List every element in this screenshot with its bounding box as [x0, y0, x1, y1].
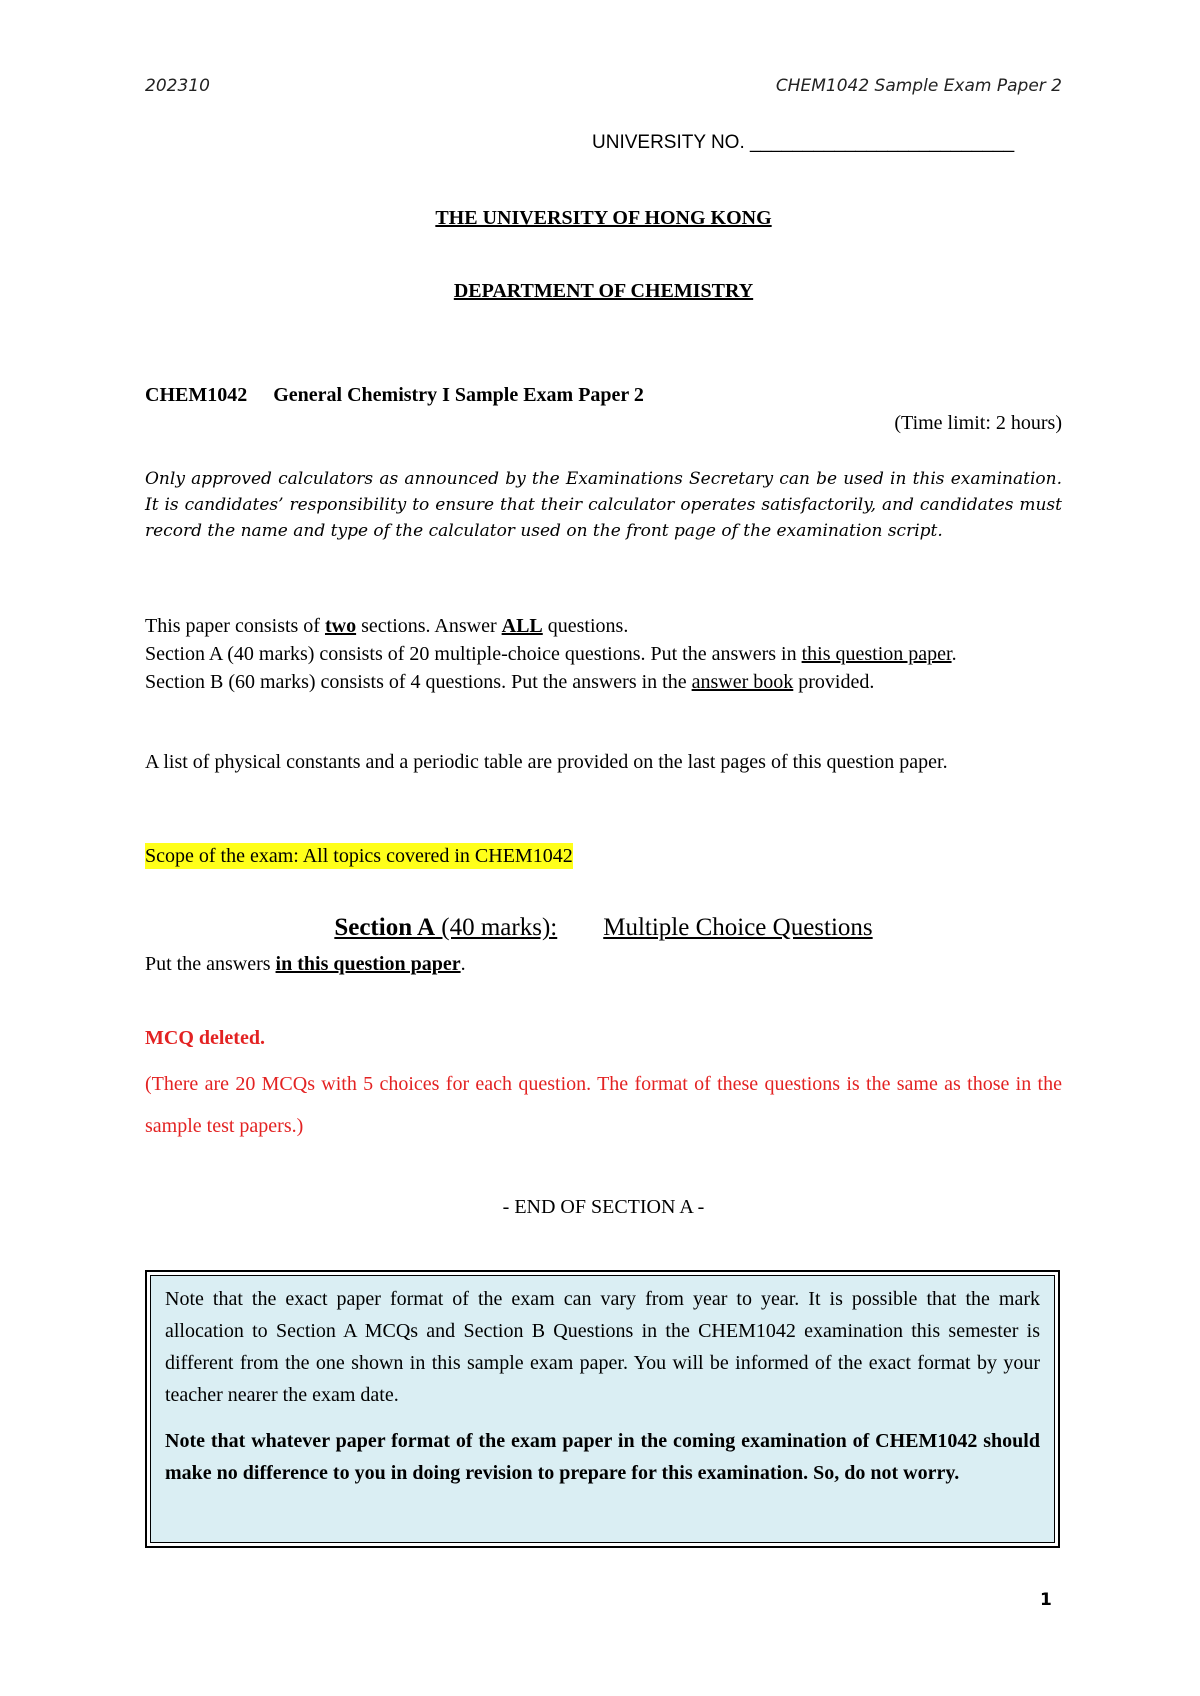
emphasis-in-this-question-paper: in this question paper: [275, 953, 461, 975]
instruction-line-2: Section A (40 marks) consists of 20 multiple-choice questions. Put the answers in this question paper.: [145, 643, 957, 665]
header-date: 202310: [145, 76, 210, 96]
section-a-label: Section A: [334, 914, 436, 941]
time-limit: (Time limit: 2 hours): [894, 412, 1062, 434]
calculator-notice: Only approved calculators as announced by the Examinations Secretary can be used in this examination. It is candidates’ responsibility to ensure that their calculator operates satisfactorily, and candidates must record the name and type of the calculator used on the front page of the examination script.: [145, 469, 1062, 541]
university-title: THE UNIVERSITY OF HONG KONG: [435, 207, 772, 229]
course-heading: [145, 384, 644, 407]
emphasis-answer-book: answer book: [691, 671, 794, 693]
section-a-title: Multiple Choice Questions: [603, 914, 873, 941]
university-number-label: UNIVERSITY NO.: [592, 132, 745, 153]
instruction-line-3: Section B (60 marks) consists of 4 questions. Put the answers in the answer book provided.: [145, 671, 875, 693]
note-box: [145, 1270, 1060, 1548]
note-paragraph-reassurance: Note that whatever paper format of the exam paper in the coming examination of CHEM1042 should make no difference to you in doing revision to prepare for this examination. So, do not worry.: [165, 1430, 1040, 1484]
course-code: CHEM1042: [145, 384, 248, 406]
instructions: [145, 612, 1062, 696]
note-paragraph-format: Note that the exact paper format of the exam can vary from year to year. It is possible that the mark allocation to Section A MCQs and Section B Questions in the CHEM1042 examination this semester is different from the one shown in this sample exam paper. You will be informed of the exact format by your teacher nearer the exam date.: [165, 1288, 1040, 1406]
page-number: 1: [1040, 1590, 1052, 1610]
course-name: General Chemistry I Sample Exam Paper 2: [273, 384, 644, 406]
department-title: DEPARTMENT OF CHEMISTRY: [453, 280, 754, 302]
mcq-deleted-note: (There are 20 MCQs with 5 choices for each question. The format of these questions is the same as those in the sample test papers.): [145, 1073, 1062, 1137]
university-number-field: [592, 132, 1014, 154]
section-a-heading: [145, 914, 1062, 942]
emphasis-all: ALL: [501, 615, 543, 637]
section-a-marks: (40 marks):: [435, 914, 558, 941]
constants-note: A list of physical constants and a periodic table are provided on the last pages of this question paper.: [145, 751, 948, 773]
emphasis-this-question-paper: this question paper: [801, 643, 952, 665]
exam-scope-highlight: Scope of the exam: All topics covered in CHEM1042: [145, 845, 573, 867]
instruction-line-1: This paper consists of two sections. Answer ALL questions.: [145, 615, 629, 637]
section-a-instruction: Put the answers in this question paper.: [145, 953, 466, 975]
emphasis-two: two: [324, 615, 357, 637]
university-number-blank: _________________________: [750, 132, 1015, 153]
header-title: CHEM1042 Sample Exam Paper 2: [775, 76, 1062, 96]
mcq-deleted: MCQ deleted.: [145, 1027, 265, 1049]
note-box-content: [150, 1275, 1055, 1543]
end-of-section-a: - END OF SECTION A -: [502, 1196, 705, 1218]
